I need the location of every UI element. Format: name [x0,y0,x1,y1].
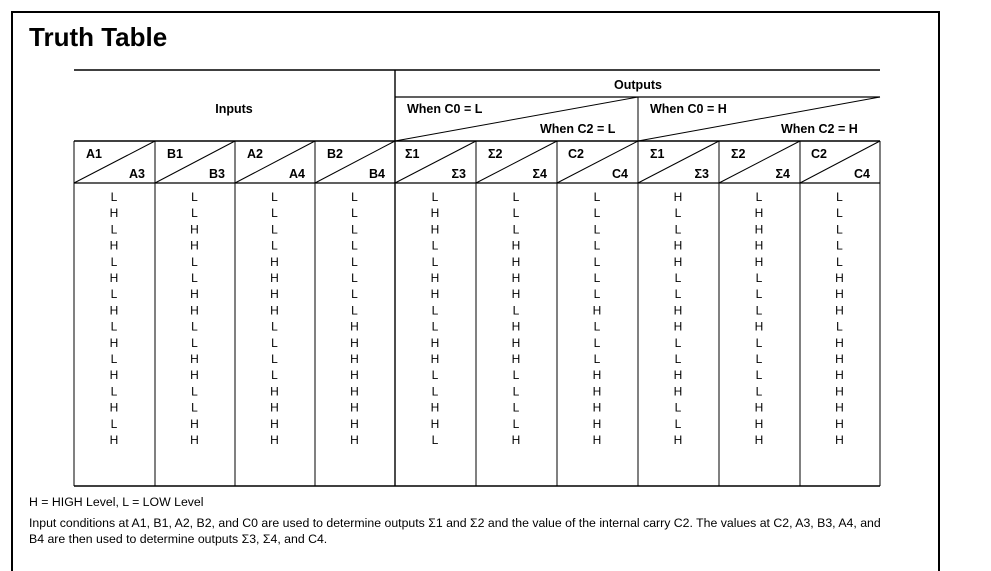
column-label-top: A1 [86,147,102,161]
column-label-bottom: Σ3 [694,167,709,181]
table-cell: L [191,190,198,204]
column-label-bottom: A4 [289,167,305,181]
table-cell: L [674,271,682,285]
table-cell: L [351,238,358,253]
table-cell: H [673,384,683,399]
table-cell: H [109,303,119,318]
table-cell: H [673,433,683,447]
table-cell: L [191,206,198,221]
table-cell: L [755,303,763,318]
table-cell: L [431,190,439,204]
table-cell: L [431,319,439,334]
table-cell: H [673,319,683,334]
table-cell: H [673,190,683,204]
table-cell: H [270,287,279,302]
table-cell: L [512,400,520,415]
column-label-top: Σ1 [650,147,665,161]
table-cell: L [836,190,843,204]
table-cell: H [511,319,521,334]
table-cell: H [673,368,683,383]
table-cell: H [190,416,199,431]
table-cell: H [430,271,440,285]
table-cell: L [110,416,118,431]
table-cell: H [430,287,440,302]
table-cell: H [270,303,279,318]
table-cell: L [191,254,198,269]
table-cell: H [673,303,683,318]
table-cell: H [350,352,359,366]
column-label-bottom: Σ4 [775,167,790,181]
table-cell: L [674,416,682,431]
table-cell: H [754,416,764,431]
table-cell: L [271,319,278,334]
table-cell: H [511,238,521,253]
table-cell: L [191,384,198,399]
table-cell: H [673,254,683,269]
table-cell: L [512,303,520,318]
table-cell: H [511,271,521,285]
table-cell: H [835,368,844,383]
legend-footnote: H = HIGH Level, L = LOW Level [29,495,204,509]
table-cell: L [351,254,358,269]
page-title: Truth Table [29,22,168,52]
table-cell: H [190,238,199,253]
table-cell: L [110,190,118,204]
table-cell: L [271,335,278,350]
column-headers [86,147,870,181]
table-cell: H [430,352,440,366]
table-cell: H [350,319,359,334]
column-label-top: Σ1 [405,147,420,161]
table-cell: L [755,287,763,302]
column-label-top: C2 [811,147,827,161]
table-cell: H [270,271,279,285]
column-label-top: B1 [167,147,183,161]
table-cell: L [431,238,439,253]
column-label-top: Σ2 [488,147,503,161]
table-cell: L [593,319,601,334]
table-cell: L [593,271,601,285]
table-cell: H [350,335,359,350]
table-cell: H [754,222,764,237]
table-cell: L [271,238,278,253]
table-cell: L [431,384,439,399]
table-cell: H [835,287,844,302]
table-cell: L [755,271,763,285]
table-cell: H [835,433,844,447]
table-cell: H [592,433,602,447]
table-cell: L [431,368,439,383]
table-cell: L [755,368,763,383]
table-cell: H [511,433,521,447]
table-cell: H [754,206,764,221]
table-cell: H [350,384,359,399]
note-line-1: Input conditions at A1, B1, A2, B2, and C0 are used to determine outputs Σ1 and Σ2 and the value of the internal carry C2. The values at C2, A3, B3, A4, and [29,516,881,530]
table-cell: L [512,190,520,204]
table-cell: H [350,368,359,383]
table-cell: L [674,206,682,221]
table-cell: H [350,400,359,415]
table-cell: L [593,190,601,204]
table-cell: H [430,400,440,415]
table-cell: H [190,352,199,366]
table-cell: L [674,287,682,302]
table-cell: H [270,254,279,269]
note-line-2: B4 are then used to determine outputs Σ3, Σ4, and C4. [29,532,328,546]
table-cell: L [593,206,601,221]
table-cell: L [755,190,763,204]
table-cell: H [835,400,844,415]
table-cell: H [109,206,119,221]
table-cell: H [270,433,279,447]
table-cell: L [191,400,198,415]
table-cell: L [191,271,198,285]
table-cell: H [592,384,602,399]
table-cell: H [754,254,764,269]
column-label-bottom: Σ3 [451,167,466,181]
table-cell: H [835,335,844,350]
column-label-top: Σ2 [731,147,746,161]
table-cell: L [755,335,763,350]
table-cell: H [592,368,602,383]
table-cell: H [592,400,602,415]
table-cell: L [191,335,198,350]
table-cell: L [512,384,520,399]
column-label-bottom: C4 [854,167,870,181]
table-cell: H [350,433,359,447]
table-cell: L [755,352,763,366]
table-cell: L [351,190,358,204]
table-cell: H [511,352,521,366]
column-label-bottom: A3 [129,167,145,181]
table-cell: H [109,368,119,383]
inputs-header: Inputs [215,102,253,116]
table-cell: L [836,238,843,253]
table-cell: L [431,303,439,318]
table-cell: H [190,303,199,318]
table-cell: L [431,254,439,269]
table-cell: H [430,222,440,237]
table-cell: H [430,206,440,221]
table-cell: H [754,319,764,334]
table-cell: L [110,319,118,334]
table-cell: H [511,254,521,269]
table-cell: L [674,352,682,366]
table-cell: H [270,400,279,415]
table-cell: L [836,319,843,334]
column-label-bottom: B3 [209,167,225,181]
table-cell: H [270,416,279,431]
table-cell: L [593,222,601,237]
table-cell: L [593,352,601,366]
table-cell: H [430,416,440,431]
table-cell: H [190,287,199,302]
table-cell: L [191,319,198,334]
table-cell: H [190,368,199,383]
table-cell: H [109,238,119,253]
table-cell: L [110,287,118,302]
column-label-top: C2 [568,147,584,161]
table-cell: H [109,271,119,285]
table-cell: H [835,352,844,366]
table-cell: H [109,335,119,350]
table-cell: H [835,416,844,431]
table-cell: L [593,238,601,253]
table-cell: L [271,368,278,383]
table-cell: H [350,416,359,431]
table-cell: H [673,238,683,253]
table-cell: H [592,303,602,318]
table-cell: L [836,206,843,221]
table-cell: H [835,271,844,285]
column-label-bottom: B4 [369,167,385,181]
table-cell: L [755,384,763,399]
column-label-bottom: C4 [612,167,628,181]
table-cell: H [754,400,764,415]
table-cell: H [754,238,764,253]
table-cell: H [754,433,764,447]
table-cell: L [351,303,358,318]
table-cell: H [270,384,279,399]
table-cell: L [110,222,118,237]
table-cell: L [512,416,520,431]
table-cell: L [110,254,118,269]
table-body [110,190,844,447]
table-cell: L [351,287,358,302]
table-cell: H [835,384,844,399]
table-cell: L [593,335,601,350]
table-cell: L [351,222,358,237]
table-cell: L [110,352,118,366]
table-cell: L [836,222,843,237]
when-c2-h-label: When C2 = H [781,122,858,136]
table-cell: L [110,384,118,399]
table-cell: L [512,368,520,383]
column-label-top: A2 [247,147,263,161]
table-cell: H [109,400,119,415]
outputs-header: Outputs [614,78,662,92]
table-cell: L [431,433,439,447]
table-cell: L [512,206,520,221]
table-cell: L [836,254,843,269]
table-cell: L [271,190,278,204]
when-c0-h-label: When C0 = H [650,102,727,116]
table-cell: L [674,335,682,350]
column-label-bottom: Σ4 [532,167,547,181]
table-cell: H [190,222,199,237]
table-cell: H [190,433,199,447]
table-cell: L [271,222,278,237]
table-cell: L [593,254,601,269]
table-cell: L [271,206,278,221]
table-cell: H [430,335,440,350]
table-cell: L [351,206,358,221]
table-cell: H [511,287,521,302]
table-cell: H [592,416,602,431]
table-cell: H [511,335,521,350]
table-cell: L [271,352,278,366]
table-cell: L [674,222,682,237]
table-cell: L [351,271,358,285]
table-cell: L [593,287,601,302]
column-label-top: B2 [327,147,343,161]
table-cell: L [512,222,520,237]
table-cell: H [835,303,844,318]
when-c0-l-label: When C0 = L [407,102,483,116]
table-cell: L [674,400,682,415]
table-cell: H [109,433,119,447]
when-c2-l-label: When C2 = L [540,122,616,136]
